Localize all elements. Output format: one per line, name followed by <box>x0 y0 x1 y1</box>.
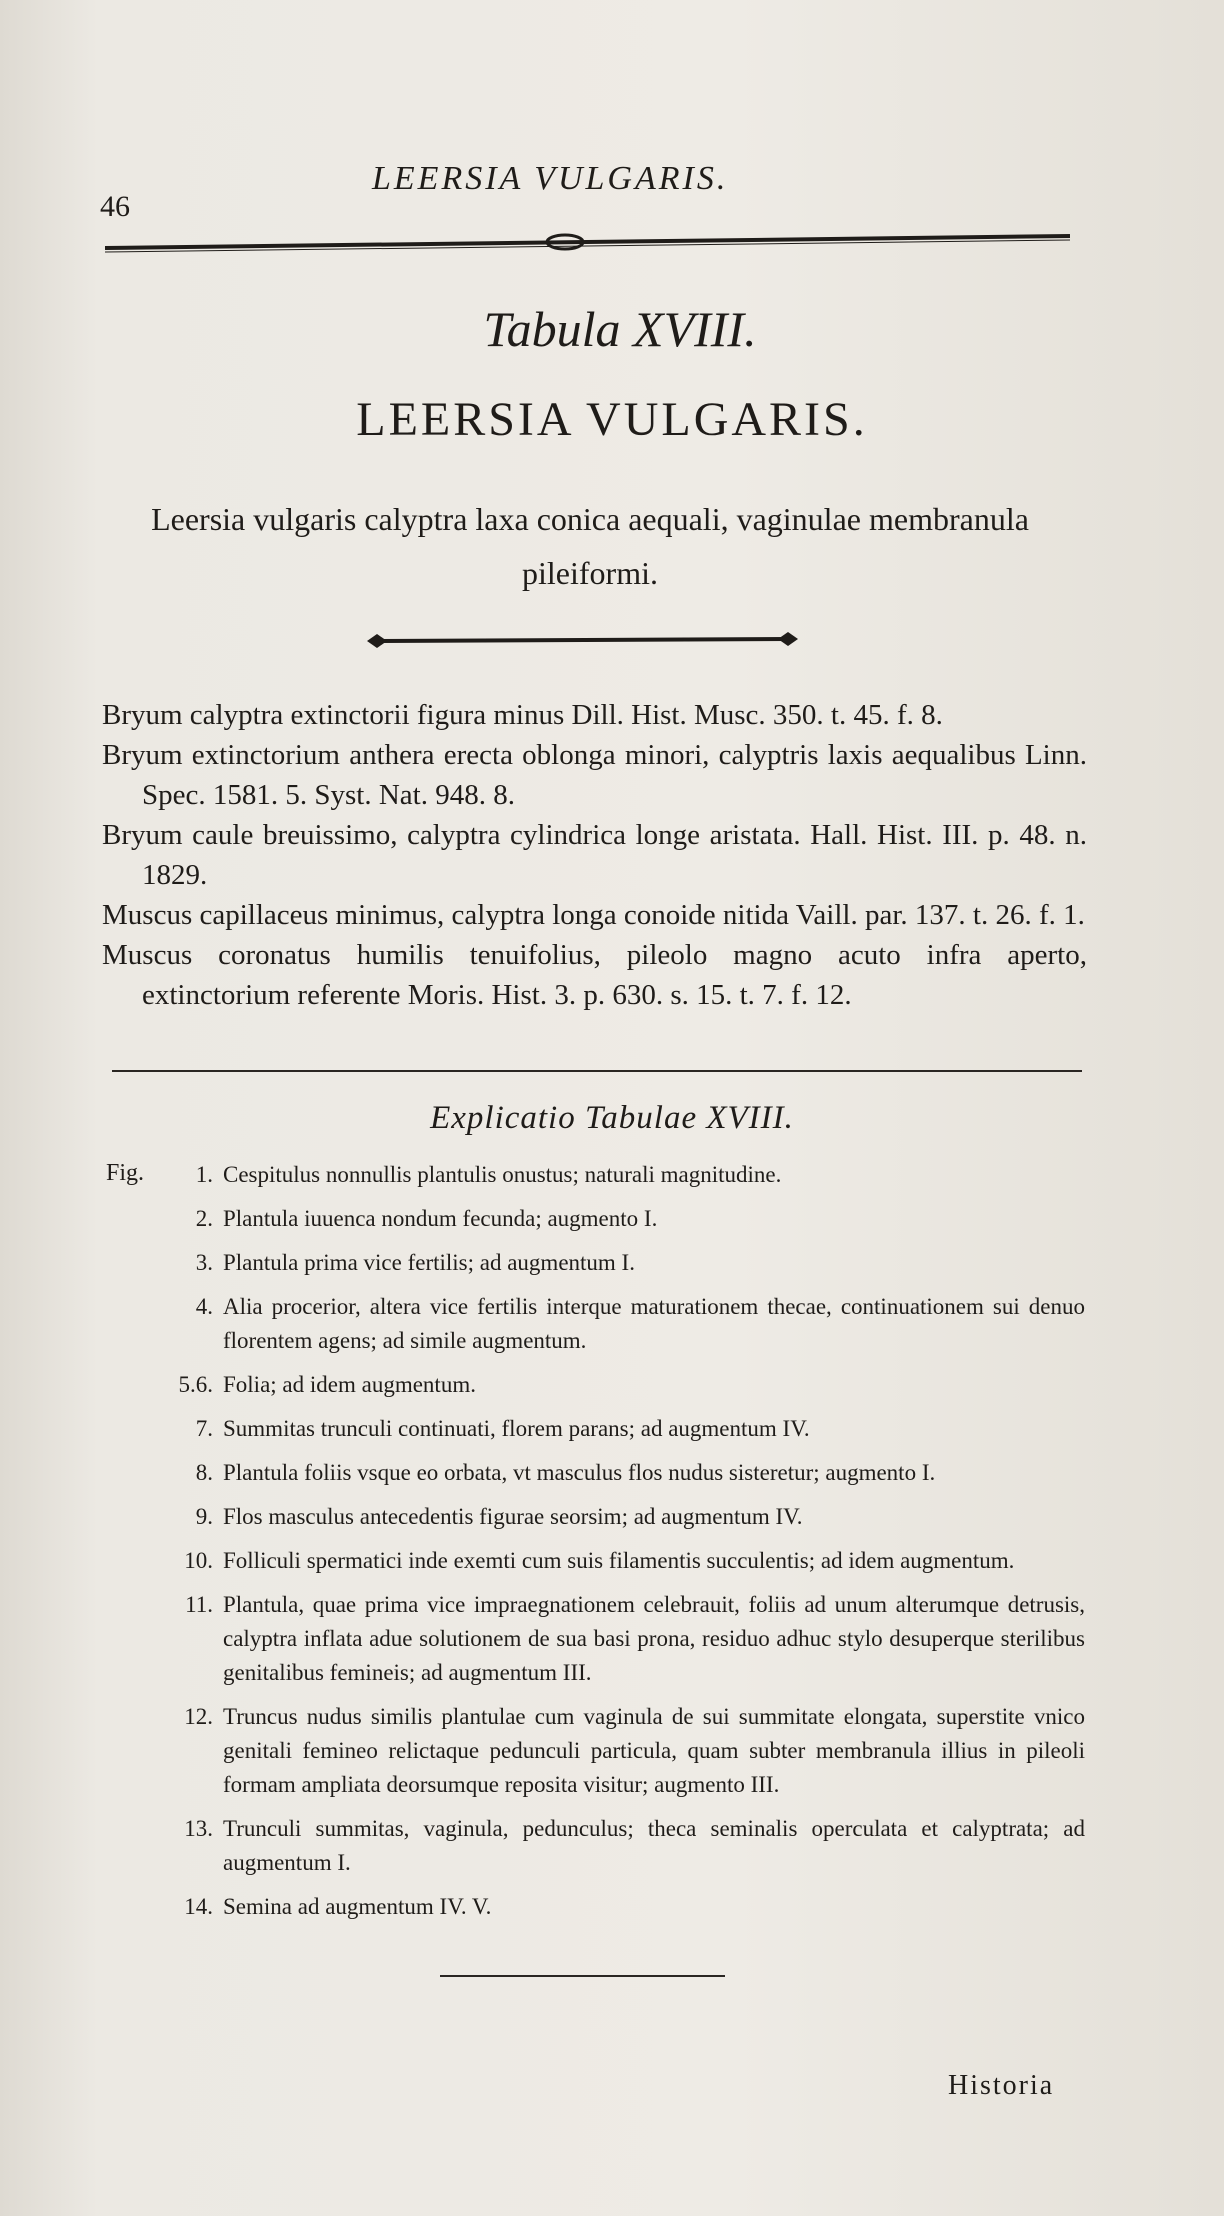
figure-description: Plantula, quae prima vice impraegnationem celebrauit, foliis ad unum alterumque detrusis, calyptra inflata adue solutionem de sua basi prona, residuo adhuc stylo desuperque sterilibus genitalibus femineis; ad augmentum III. <box>223 1592 1085 1685</box>
figure-description: Trunculi summitas, vaginula, pedunculus; theca seminalis operculata et calyptrata; ad augmentum I. <box>223 1816 1085 1875</box>
figure-description: Alia procerior, altera vice fertilis interque maturationem thecae, continuationem sui denuo florentem agens; ad simile augmentum. <box>223 1294 1085 1353</box>
fig-label: Fig. <box>106 1160 145 1186</box>
figure-number: 10. <box>184 1548 213 1573</box>
figure-description: Folia; ad idem augmentum. <box>223 1372 476 1397</box>
figure-number: 7. <box>195 1416 213 1441</box>
catchword: Historia <box>948 2070 1055 2101</box>
figure-description: Plantula iuuenca nondum fecunda; augmento I. <box>223 1206 658 1231</box>
synonym-entry: Muscus coronatus humilis tenuifolius, pileolo magno acuto infra aperto, extinctorium referente Moris. Hist. 3. p. 630. s. 15. t. 7. f. 12. <box>102 939 1087 1011</box>
ornamental-divider <box>365 628 800 654</box>
synonym-entry: Bryum caule breuissimo, calyptra cylindrica longe aristata. Hall. Hist. III. p. 48. n. 1829. <box>102 819 1087 891</box>
figure-description: Truncus nudus similis plantulae cum vaginula de sui summitate elongata, superstite vnico genitali femineo relictaque pedunculi particula, quam subter membranula illius in pileoli formam ampliata deorsumque reposita visitur; augmento III. <box>223 1704 1085 1797</box>
synonym-entry: Bryum extinctorium anthera erecta oblonga minori, calyptris laxis aequalibus Linn. Spec. 1581. 5. Syst. Nat. 948. 8. <box>102 739 1087 811</box>
figure-description: Semina ad augmentum IV. V. <box>223 1894 492 1919</box>
header-ornamental-rule <box>105 232 1070 256</box>
plate-title: Tabula XVIII. <box>483 301 757 357</box>
figure-entry <box>155 1202 1085 1236</box>
figure-number: 4. <box>195 1294 213 1319</box>
figure-entry <box>155 1588 1085 1690</box>
closing-rule <box>440 1975 725 1977</box>
species-title: LEERSIA VULGARIS. <box>356 393 868 446</box>
running-head: LEERSIA VULGARIS. <box>372 160 729 197</box>
synonym-entry: Bryum calyptra extinctorii figura minus Dill. Hist. Musc. 350. t. 45. f. 8. <box>102 699 943 731</box>
figure-number: 1. <box>195 1162 213 1187</box>
page-number: 46 <box>100 190 130 223</box>
figure-number: 11. <box>185 1592 213 1617</box>
figure-description: Flos masculus antecedentis figurae seorsim; ad augmentum IV. <box>223 1504 803 1529</box>
figure-entry <box>155 1890 1085 1924</box>
figure-number: 3. <box>195 1250 213 1275</box>
section-rule <box>112 1070 1082 1072</box>
figure-number: 14. <box>184 1894 213 1919</box>
figure-description: Plantula foliis vsque eo orbata, vt masculus flos nudus sisteretur; augmento I. <box>223 1460 936 1485</box>
figure-entry <box>155 1500 1085 1534</box>
explicatio-list <box>155 1158 1085 1934</box>
figure-number: 9. <box>195 1504 213 1529</box>
figure-number: 12. <box>184 1704 213 1729</box>
figure-entry <box>155 1290 1085 1358</box>
figure-description: Folliculi spermatici inde exemti cum suis filamentis succulentis; ad idem augmentum. <box>223 1548 1015 1573</box>
species-diagnosis: Leersia vulgaris calyptra laxa conica aequali, vaginulae membranula pileiformi. <box>151 501 1029 591</box>
synonym-entry: Muscus capillaceus minimus, calyptra longa conoide nitida Vaill. par. 137. t. 26. f. 1. <box>102 899 1085 931</box>
figure-entry <box>155 1158 1085 1192</box>
figure-entry <box>155 1544 1085 1578</box>
explicatio-title: Explicatio Tabulae XVIII. <box>430 1100 794 1136</box>
figure-entry <box>155 1412 1085 1446</box>
figure-number: 13. <box>184 1816 213 1841</box>
figure-entry <box>155 1456 1085 1490</box>
figure-description: Summitas trunculi continuati, florem parans; ad augmentum IV. <box>223 1416 810 1441</box>
figure-number: 5.6. <box>178 1372 213 1397</box>
figure-number: 8. <box>195 1460 213 1485</box>
figure-entry <box>155 1246 1085 1280</box>
figure-description: Cespitulus nonnullis plantulis onustus; naturali magnitudine. <box>223 1162 782 1187</box>
figure-description: Plantula prima vice fertilis; ad augmentum I. <box>223 1250 635 1275</box>
figure-entry <box>155 1368 1085 1402</box>
synonymy-list <box>102 695 1087 1015</box>
figure-number: 2. <box>195 1206 213 1231</box>
figure-entry <box>155 1812 1085 1880</box>
figure-entry <box>155 1700 1085 1802</box>
